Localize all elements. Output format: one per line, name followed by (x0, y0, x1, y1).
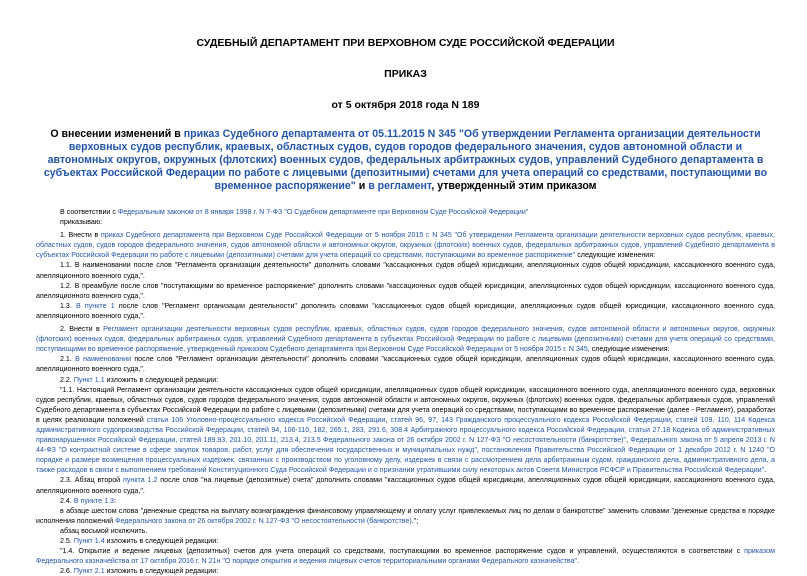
paragraph-text: 2.4. (60, 496, 74, 505)
paragraph-text: 1.3. (60, 301, 77, 310)
link-federal-law-127fz[interactable]: Федерального закона от 26 октября 2002 г. N 127-ФЗ "О несостоятельности (банкротстве) (115, 516, 412, 525)
paragraph-intro (36, 207, 775, 217)
paragraph-text: 2.3. Абзац второй (60, 476, 124, 485)
organization-heading: СУДЕБНЫЙ ДЕПАРТАМЕНТ ПРИ ВЕРХОВНОМ СУДЕ РОССИЙСКОЙ ФЕДЕРАЦИИ (196, 37, 615, 49)
document-subject (36, 128, 775, 193)
paragraph-text: 2.6. (60, 567, 74, 576)
date-number-heading: от 5 октября 2018 года N 189 (331, 99, 480, 111)
link-punkt-1-3[interactable]: В пункте 1.3 (73, 496, 114, 505)
quote-text: . (764, 466, 767, 475)
link-punkt-1-1[interactable]: Пункт 1.1 (73, 375, 105, 384)
link-federal-law-7fz[interactable]: Федеральным законом от 8 января 1998 г. N 7-ФЗ "О Судебном департаменте при Верховном Суде Российской Федерации" (117, 208, 529, 216)
paragraph-2-4-abzac-8: абзац восьмой исключить. (60, 526, 148, 535)
subject-text: , утвержденный этим приказом (431, 180, 597, 192)
paragraph-1-3 (36, 301, 775, 321)
paragraph-2-4-abzac-6 (36, 506, 775, 526)
quote-text: , (670, 415, 676, 424)
subject-link-reglament[interactable]: в регламент (368, 180, 432, 192)
paragraph-text: 2.5. (60, 537, 74, 545)
quote-punkt-1-4 (36, 546, 775, 566)
paragraph-text: после слов "на лицевые (депозитные) счета" дополнить словами "кассационных судов общей юрисдикции, апелляционных судов общей юрисдикции, кассационного военного суда, апелляционного военного суда,". (36, 476, 775, 495)
paragraph-2-5 (36, 536, 775, 546)
link-gpk-st97[interactable]: 97 (428, 415, 437, 424)
paragraph-1-1: 1.1. В наименовании после слов "Регламента организации деятельности" дополнить словами "кассационных судов общей юрисдикции, апелляционных судов общей юрисдикции, кассационного военного суда, апелляционного военного суда,". (36, 261, 775, 280)
link-gpk-st96[interactable]: статей 96 (390, 415, 424, 424)
paragraph-text: после слов "Регламент организации деятельности" дополнить словами "кассационных судов общей юрисдикции, апелляционных судов общей юрисдикции, кассационного военного суда, апелляционного военного суда,". (36, 301, 775, 320)
paragraph-text: в абзаце шестом слова "денежные средства на выплату вознаграждения финансовому управляющему и оплату услуг привлекаемых лиц по делам о банкротстве" заменить словами "денежные средства в порядке исполнения положений (36, 506, 775, 525)
paragraph-text: 2. Внести в (60, 325, 104, 334)
link-postanovlenie-1240[interactable]: постановления Правительства Российской Федерации от 1 декабря 2012 г. N 1240 "О порядке и размере возмещения процессуальных издержек, связанных с производством по уголовному делу, издержек в связи с рассмотрением дела арбитражным судом, гражданского дела, административного дела, а также расходов в связи с выполнением требований Конституционного Суда Российской Федерации и о признании утратившими силу некоторых актов Совета Министров РСФСР и Правительства Российской Федерации" (36, 446, 775, 475)
link-punkt-1-4[interactable]: Пункт 1.4 (73, 537, 105, 545)
paragraph-2-2 (36, 375, 775, 385)
paragraph-1 (36, 230, 775, 260)
quote-text: "1.4. Открытие и ведение лицевых (депозитных) счетов для учета операций со средствами, поступающими во временное распоряжение судов и управлений, осуществляются в соответствии с (60, 547, 745, 556)
link-gpk-st143[interactable]: 143 Гражданского процессуального кодекса Российской Федерации (441, 415, 671, 424)
paragraph-text: изложить в следующей редакции: (104, 537, 219, 545)
paragraph-2-4 (36, 496, 775, 506)
paragraph-text: изложить в следующей редакции: (104, 567, 219, 576)
subject-text: О внесении изменений в (50, 128, 184, 140)
paragraph-text: В соответствии с (60, 208, 118, 216)
paragraph-text: , следующие изменения: (587, 345, 670, 354)
link-naimenovanie[interactable]: В наименовании (75, 355, 132, 364)
link-prikaz-345[interactable]: приказ Судебного департамента при Верховном Суде Российской Федерации от 5 ноября 2015 г. N 345 "Об утверждении Регламента организации деятельности верховных судов республик, краевых, областных судов, судов городов федерального значения, судов автономной области и автономных округов, окружных (флотских) военных судов, федеральных арбитражных судов, управлений Судебного департамента в субъектах Российской Федерации по работе с лицевыми (депозитными) счетами для учета операций со средствами, поступающими во временное распоряжение" (36, 231, 775, 260)
paragraph-text: изложить в следующей редакции: (104, 375, 219, 384)
document-body (36, 207, 775, 576)
quote-text: "1.1. Настоящий Регламент организации деятельности кассационных судов общей юрисдикции, апелляционных судов общей юрисдикции, кассационного военного суда, апелляционного военного суда, верховных судов республик, краевых, областных судов, судов городов федерального значения, судов автономной области и автономных округов, окружных (флотских) военных судов, федеральных арбитражных судов, управлений Судебного департамента в субъектах Российской Федерации по работе с лицевыми (депозитными) счетами для учета операций со средствами, поступающими во временное распоряжение (далее - Регламент), разработан в целях реализации положений (36, 385, 775, 424)
subject-text: и (355, 180, 369, 192)
paragraph-1-2: 1.2. В преамбуле после слов "поступающими во временное распоряжение" дополнить словами "кассационных судов общей юрисдикции, апелляционных судов общей юрисдикции, кассационного военного суда, апелляционного военного суда,". (36, 281, 775, 300)
link-punkt-2-1[interactable]: Пункт 2.1 (73, 567, 105, 576)
link-prikaz-kaznacheystva-21n[interactable]: приказом Федерального казначейства от 17 октября 2016 г. N 21н "О порядке открытия и ведения лицевых счетов территориальными органами Федерального казначейства" (36, 547, 775, 566)
paragraph-2-1 (36, 354, 775, 374)
link-reglament[interactable]: Регламент организации деятельности верховных судов республик, краевых, областных судов, судов городов федерального значения, судов автономной области и автономных округов, окружных (флотских) военных судов, федеральных арбитражных судов, управлений Судебного департамента в субъектах Российской Федерации по работе с лицевыми (депозитными) счетами для учета операций со средствами, поступающими во временное распоряжение, утвержденный приказом Судебного департамента при Верховном Суде Российской Федерации от 5 ноября 2015 г. N 345 (36, 325, 776, 354)
paragraph-2 (36, 324, 775, 354)
paragraph-text: ."; (411, 516, 419, 525)
paragraph-text: 2.1. (60, 355, 76, 364)
paragraph-text: 1. Внести в (60, 231, 101, 240)
paragraph-text: 2.2. (60, 375, 74, 384)
paragraph-2-3 (36, 475, 775, 495)
paragraph-2-6 (36, 566, 775, 576)
link-upk-st106[interactable]: статьи 106 Уголовно-процессуального кодекса Российской Федерации (146, 415, 386, 424)
document-type-heading: ПРИКАЗ (384, 68, 427, 80)
link-federal-law-44fz[interactable]: Федерального закона от 5 апреля 2013 г. N 44-ФЗ "О контрактной системе в сфере закупок товаров, работ, услуг для обеспечения государственных и муниципальных нужд" (36, 436, 775, 455)
paragraph-text: после слов "Регламент организации деятельности" дополнить словами "кассационных судов общей юрисдикции, апелляционных судов общей юрисдикции, кассационного военного суда, апелляционного военного суда,". (36, 355, 775, 374)
quote-text: , (476, 446, 482, 455)
paragraph-text: : (113, 496, 116, 505)
quote-text: , (436, 415, 442, 424)
quote-text: . (577, 557, 580, 566)
quote-text: , (423, 415, 429, 424)
link-kas-apk-koap-127fz[interactable]: статей 109, 110, 114 Кодекса административного судопроизводства Российской Федерации, статей 94, 106-110, 182, 265.1, 283, 291.6, 308.4 Арбитражного процессуального кодекса Российской Федерации, статьи 27.18 Кодекса об административных правонарушениях Российской Федерации, статей 189.93, 201.10, 201.11, 213.4, 213.5 Федерального закона от 26 октября 2002 г. N 127-ФЗ "О несостоятельности (банкротстве)" (36, 415, 775, 445)
link-punkt-1-2[interactable]: пункта 1.2 (123, 476, 158, 485)
link-punkt-1[interactable]: В пункте 1 (76, 301, 115, 310)
subject-link-prikaz[interactable]: приказ Судебного департамента от 05.11.2015 N 345 "Об утверждении Регламента организации деятельности верховных судов республик, краевых, областных судов, судов городов федерального значения, судов автономной области и автономных округов, окружных (флотских) военных судов, федеральных арбитражных судов, управлений Судебного департамента в субъектах Российской Федерации по работе с лицевыми (депозитными) счетами для учета операций со средствами, поступающими во временное распоряжение" (43, 128, 768, 192)
quote-text: , (385, 415, 391, 424)
paragraph-text: следующие изменения: (575, 251, 656, 260)
quote-text: , (626, 436, 631, 445)
quote-punkt-1-1 (36, 385, 775, 476)
paragraph-prikazyvayu: приказываю: (60, 218, 103, 227)
